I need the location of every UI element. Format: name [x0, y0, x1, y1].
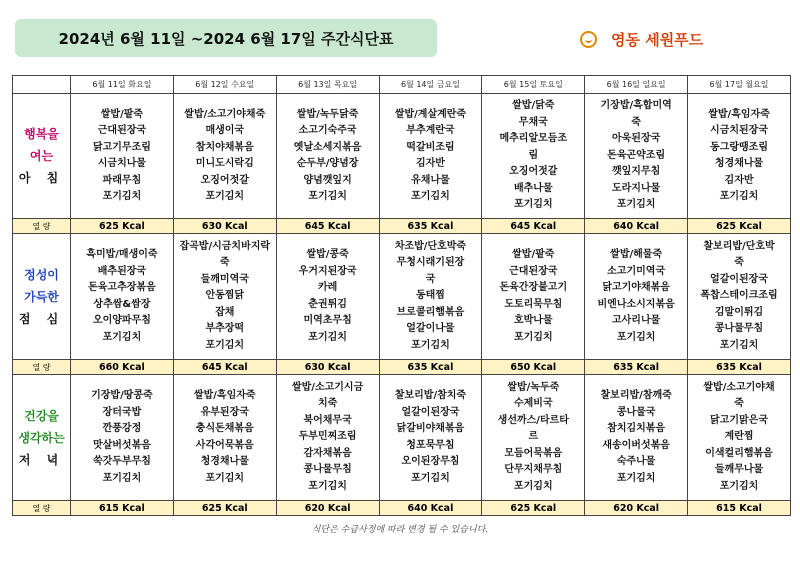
- menu-item: 쌀밥/녹두죽: [507, 381, 560, 393]
- menu-item: 포기김치: [616, 472, 656, 484]
- menu-cell: [585, 94, 688, 219]
- menu-item: 찰보리밥/단호박: [703, 240, 775, 252]
- menu-item: 쌀밥/소고기야채: [703, 381, 775, 393]
- menu-item: 쌀밥/소고기야채죽: [184, 108, 266, 120]
- menu-item: 들깨미역국: [200, 273, 249, 285]
- menu-item: 춘권튀김: [308, 298, 347, 310]
- menu-item: 포기김치: [719, 480, 759, 492]
- menu-cell: [276, 94, 379, 219]
- menu-item: 순두부/양념장: [296, 158, 359, 169]
- kcal-label: 열 량: [13, 219, 71, 234]
- menu-cell: [585, 375, 688, 501]
- menu-item: 치죽: [317, 398, 338, 410]
- menu-item: 흑미밥/매생이죽: [86, 249, 158, 260]
- menu-item: 근대된장국: [97, 125, 147, 136]
- kcal-value: 620 Kcal: [585, 501, 688, 516]
- menu-item: 포기김치: [411, 472, 450, 484]
- menu-item: 돈육고추장볶음: [88, 282, 156, 293]
- menu-item: 쌀밥/계살계란죽: [394, 108, 467, 120]
- menu-item: 죽: [734, 398, 744, 410]
- menu-item: 감자채볶음: [303, 447, 352, 459]
- meal-label-line: 건강을: [24, 408, 59, 423]
- menu-item: 콩나물무침: [303, 464, 352, 476]
- kcal-value: 630 Kcal: [173, 219, 276, 234]
- kcal-value: 645 Kcal: [482, 219, 585, 234]
- menu-item: 생선까스/타르타: [497, 414, 569, 426]
- meal-label-line: 여는: [29, 149, 54, 163]
- kcal-value: 635 Kcal: [379, 219, 482, 234]
- day-header: 6월 14일 금요일: [379, 76, 482, 94]
- menu-item: 유부된장국: [200, 406, 249, 418]
- menu-cell: [688, 375, 791, 501]
- menu-item: 돈육곤약조림: [607, 149, 666, 161]
- menu-item: 비엔나소시지볶음: [597, 298, 675, 310]
- menu-cell: [71, 375, 174, 501]
- menu-item: 근대된장국: [509, 265, 558, 277]
- menu-item: 청포묵무침: [406, 439, 455, 451]
- menu-item: 쌀밥/팥죽: [100, 108, 144, 120]
- menu-item: 소고기숙주국: [298, 125, 357, 136]
- menu-item: 죽: [631, 116, 641, 128]
- menu-item: 단무지채무침: [504, 464, 563, 476]
- menu-item: 쌀밥/흑임자죽: [193, 390, 256, 401]
- menu-cell: [585, 234, 688, 360]
- weekly-menu-table: [12, 75, 791, 516]
- kcal-label: 열 량: [13, 360, 71, 375]
- menu-item: 포기김치: [616, 331, 656, 343]
- menu-item: 무채국: [518, 116, 548, 128]
- menu-item: 파래무침: [102, 174, 142, 186]
- menu-item: 쌀밥/콩죽: [306, 249, 349, 260]
- kcal-value: 615 Kcal: [71, 501, 174, 516]
- meal-label-line: 가득한: [24, 289, 59, 304]
- brand-name: 영동 세원푸드: [611, 30, 704, 49]
- menu-item: 고사리나물: [611, 315, 661, 326]
- menu-item: 들깨무나물: [714, 464, 764, 476]
- breakfast-label: [13, 94, 71, 219]
- menu-item: 림: [528, 149, 539, 161]
- menu-item: 청경채나물: [714, 158, 764, 169]
- lunch-label: [13, 234, 71, 360]
- menu-item: 포기김치: [308, 331, 347, 343]
- menu-item: 잡곡밥/시금치바지락: [179, 240, 271, 252]
- menu-item: 폭찹스테이크조림: [700, 290, 778, 302]
- brand: [580, 26, 703, 52]
- menu-item: 포기김치: [102, 472, 142, 484]
- lunch-row: [13, 234, 791, 360]
- menu-item: 미역초무침: [303, 315, 352, 326]
- menu-item: 찰보리밥/참깨죽: [600, 390, 672, 401]
- day-header: 6월 15일 토요일: [482, 76, 585, 94]
- menu-item: 무청시래기된장: [396, 257, 465, 269]
- menu-item: 도라지나물: [611, 182, 661, 194]
- menu-item: 쌀밥/녹두닭죽: [296, 108, 359, 120]
- kcal-value: 645 Kcal: [173, 360, 276, 375]
- menu-item: 포기김치: [513, 331, 553, 343]
- menu-item: 배추나물: [513, 182, 553, 194]
- menu-item: 포기김치: [102, 331, 142, 343]
- page-title: 2024년 6월 11일 ~2024 6월 17일 주간식단표: [15, 19, 437, 57]
- kcal-value: 625 Kcal: [173, 501, 276, 516]
- day-header: 6월 13일 목요일: [276, 76, 379, 94]
- menu-item: 장터국밥: [102, 406, 142, 418]
- menu-item: 닭고기맑은국: [710, 414, 769, 426]
- menu-item: 메추리알모듬조: [499, 133, 568, 145]
- menu-item: 두부민찌조림: [298, 431, 357, 443]
- menu-item: 기장밥/땅콩죽: [91, 390, 153, 401]
- menu-item: 오이된장무침: [401, 456, 460, 467]
- menu-item: 안동찜닭: [205, 290, 245, 302]
- menu-item: 포기김치: [308, 480, 347, 492]
- menu-cell: [173, 375, 276, 501]
- menu-item: 기장밥/흑합미역: [600, 100, 672, 112]
- menu-item: 오징어젓갈: [200, 174, 249, 186]
- menu-cell: [482, 234, 585, 360]
- smile-logo-icon: [580, 31, 597, 48]
- menu-item: 브로콜리햄볶음: [396, 306, 465, 318]
- menu-item: 포기김치: [513, 199, 553, 211]
- menu-item: 동그랑땡조림: [710, 141, 769, 153]
- menu-cell: [688, 234, 791, 360]
- meal-label-line: 생각하는: [18, 430, 65, 445]
- menu-item: 부추장떡: [205, 323, 245, 335]
- menu-item: 오이양파무침: [92, 315, 151, 326]
- kcal-value: 640 Kcal: [379, 501, 482, 516]
- menu-item: 돈육간장불고기: [499, 282, 568, 293]
- menu-item: 포기김치: [205, 339, 245, 351]
- menu-item: 수제비국: [513, 398, 553, 410]
- kcal-value: 615 Kcal: [688, 501, 791, 516]
- menu-item: 깐풍강정: [102, 423, 142, 434]
- menu-item: 얼갈이된장국: [710, 273, 769, 285]
- footer-note: 식단은 수급사정에 따라 변경 될 수 있습니다.: [311, 525, 489, 535]
- menu-item: 쌀밥/팥죽: [512, 249, 555, 260]
- menu-item: 유채나물: [411, 174, 450, 186]
- menu-item: 콩나물무침: [714, 323, 764, 335]
- menu-item: 포기김치: [205, 472, 245, 484]
- menu-item: 부추계란국: [406, 125, 455, 136]
- menu-item: 소고기미역국: [607, 265, 666, 277]
- menu-item: 잡채: [215, 306, 235, 318]
- menu-item: 죽: [734, 257, 744, 269]
- menu-cell: [276, 375, 379, 501]
- menu-item: 호박나물: [513, 315, 553, 326]
- day-header: 6월 11일 화요일: [71, 76, 174, 94]
- kcal-row: [13, 219, 791, 234]
- menu-item: 포기김치: [616, 199, 656, 211]
- menu-cell: [276, 234, 379, 360]
- menu-item: 참치야채볶음: [195, 141, 254, 153]
- kcal-value: 635 Kcal: [379, 360, 482, 375]
- meal-label-line: 저 녁: [18, 452, 65, 467]
- kcal-row: [13, 501, 791, 516]
- menu-item: 얼갈이된장국: [401, 406, 460, 418]
- menu-cell: [71, 234, 174, 360]
- menu-item: 닭갈비야채볶음: [396, 423, 465, 434]
- menu-item: 김자반: [415, 158, 445, 169]
- menu-item: 숙주나물: [616, 456, 656, 467]
- menu-item: 포기김치: [308, 191, 347, 202]
- menu-item: 미니도시락김: [195, 158, 254, 169]
- kcal-value: 640 Kcal: [585, 219, 688, 234]
- menu-item: 죽: [219, 257, 230, 269]
- menu-item: 포기김치: [513, 480, 553, 492]
- breakfast-row: [13, 94, 791, 219]
- menu-item: 충식돈채볶음: [195, 423, 254, 434]
- menu-item: 옛날소세지볶음: [293, 141, 362, 153]
- menu-item: 맛살버섯볶음: [92, 439, 151, 451]
- day-header-row: [13, 76, 791, 94]
- kcal-value: 635 Kcal: [688, 360, 791, 375]
- menu-item: 쌀밥/해물죽: [610, 249, 663, 260]
- menu-item: 이색컬리햄볶음: [705, 447, 773, 459]
- menu-item: 쌀밥/흑임자죽: [708, 108, 770, 120]
- meal-label-line: 점 심: [18, 311, 65, 326]
- kcal-value: 625 Kcal: [482, 501, 585, 516]
- kcal-value: 620 Kcal: [276, 501, 379, 516]
- meal-label-line: 정성이: [24, 267, 59, 282]
- menu-item: 포기김치: [719, 191, 759, 202]
- menu-item: 쑥갓두부무침: [92, 456, 151, 467]
- kcal-row: [13, 360, 791, 375]
- menu-item: 양념깻잎지: [303, 174, 352, 186]
- menu-cell: [482, 375, 585, 501]
- menu-item: 카레: [317, 282, 338, 293]
- menu-item: 차조밥/단호박죽: [394, 240, 467, 252]
- menu-item: 계란찜: [724, 431, 754, 443]
- menu-item: 상추쌈&쌈장: [93, 298, 151, 310]
- menu-item: 시금치나물: [97, 158, 147, 169]
- menu-cell: [379, 375, 482, 501]
- menu-item: 김자반: [724, 174, 754, 186]
- menu-cell: [482, 94, 585, 219]
- kcal-value: 625 Kcal: [688, 219, 791, 234]
- menu-cell: [71, 94, 174, 219]
- kcal-value: 650 Kcal: [482, 360, 585, 375]
- menu-item: 도토리묵무침: [504, 298, 563, 310]
- kcal-value: 625 Kcal: [71, 219, 174, 234]
- menu-cell: [173, 234, 276, 360]
- day-header: 6월 17일 월요일: [688, 76, 791, 94]
- corner-cell: [13, 76, 71, 94]
- dinner-label: [13, 375, 71, 501]
- menu-item: 닭고기야채볶음: [602, 282, 670, 293]
- kcal-value: 630 Kcal: [276, 360, 379, 375]
- menu-item: 모듬어묵볶음: [504, 447, 563, 459]
- menu-item: 배추된장국: [97, 265, 147, 277]
- menu-item: 매생이국: [205, 125, 245, 136]
- dinner-row: [13, 375, 791, 501]
- menu-item: 포기김치: [411, 191, 450, 202]
- menu-item: 우거지된장국: [298, 265, 357, 277]
- kcal-value: 635 Kcal: [585, 360, 688, 375]
- menu-item: 참치김치볶음: [607, 423, 666, 434]
- menu-item: 북어채무국: [303, 414, 352, 426]
- day-header: 6월 16일 일요일: [585, 76, 688, 94]
- menu-item: 르: [528, 431, 539, 443]
- kcal-label: 열 량: [13, 501, 71, 516]
- menu-item: 쌀밥/닭죽: [512, 100, 555, 112]
- meal-label-line: 행복을: [24, 127, 59, 141]
- meal-label-line: 아 침: [18, 171, 65, 185]
- menu-item: 김말이튀김: [714, 306, 764, 318]
- menu-item: 국: [425, 273, 436, 285]
- menu-item: 콩나물국: [616, 406, 656, 418]
- menu-item: 포기김치: [411, 339, 450, 351]
- menu-item: 포기김치: [719, 339, 759, 351]
- menu-cell: [379, 234, 482, 360]
- menu-item: 찰보리밥/참치죽: [394, 390, 467, 401]
- menu-item: 동태찜: [415, 290, 445, 302]
- menu-item: 오징어젓갈: [509, 166, 558, 178]
- kcal-value: 645 Kcal: [276, 219, 379, 234]
- menu-item: 포기김치: [205, 191, 245, 202]
- menu-item: 떡갈비조림: [406, 141, 455, 153]
- menu-item: 청경채나물: [200, 456, 249, 467]
- menu-item: 쌀밥/소고기시금: [291, 381, 364, 393]
- menu-item: 사각어묵볶음: [195, 439, 254, 451]
- menu-item: 시금치된장국: [710, 125, 769, 136]
- day-header: 6월 12일 수요일: [173, 76, 276, 94]
- menu-item: 새송이버섯볶음: [602, 439, 670, 451]
- menu-item: 포기김치: [102, 191, 142, 202]
- kcal-value: 660 Kcal: [71, 360, 174, 375]
- menu-cell: [173, 94, 276, 219]
- menu-item: 깻잎지무침: [611, 166, 661, 178]
- menu-cell: [688, 94, 791, 219]
- menu-item: 아욱된장국: [611, 133, 661, 145]
- menu-item: 얼갈이나물: [406, 323, 455, 335]
- menu-cell: [379, 94, 482, 219]
- menu-item: 닭고기무조림: [92, 141, 151, 153]
